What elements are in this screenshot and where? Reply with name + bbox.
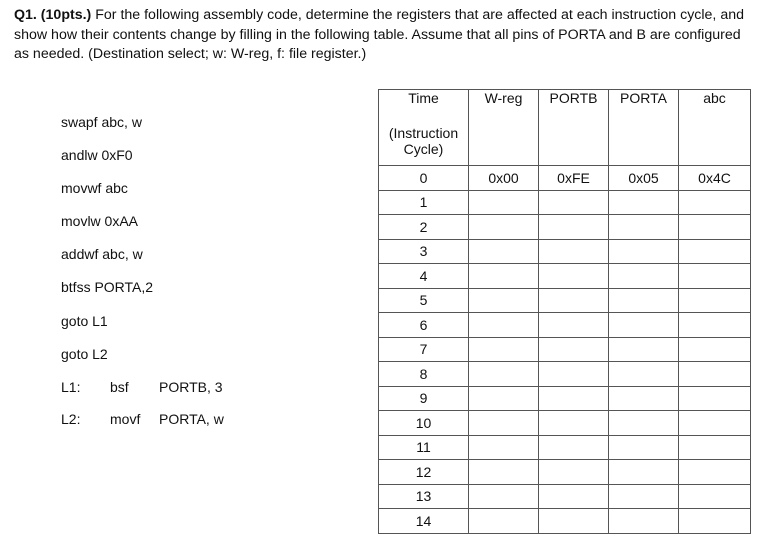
cell-portb[interactable] [539,288,609,313]
cell-porta[interactable] [609,460,679,485]
table-row [379,190,751,215]
cell-porta[interactable] [609,484,679,509]
cell-wreg[interactable] [469,435,539,460]
code-mnemonic: bsf [110,379,129,395]
cell-porta[interactable] [609,215,679,240]
cell-abc[interactable] [679,386,751,411]
cell-porta[interactable]: 0x05 [609,166,679,191]
cell-cycle: 10 [379,411,469,436]
cell-porta[interactable] [609,190,679,215]
assembly-code [61,0,321,555]
cell-wreg[interactable] [469,288,539,313]
table-row [379,264,751,289]
cell-cycle: 7 [379,337,469,362]
cell-wreg[interactable] [469,411,539,436]
cell-porta[interactable] [609,313,679,338]
cell-cycle: 1 [379,190,469,215]
cell-abc[interactable] [679,215,751,240]
cell-porta[interactable] [609,239,679,264]
cell-cycle: 11 [379,435,469,460]
code-line: addwf abc, w [61,246,143,262]
cell-portb[interactable] [539,460,609,485]
cell-abc[interactable] [679,313,751,338]
cell-porta[interactable] [609,337,679,362]
cell-cycle: 5 [379,288,469,313]
header-time-sub: (Instruction Cycle) [388,125,459,157]
table-row [379,362,751,387]
header-time: Time (Instruction Cycle) [379,90,469,166]
table-row [379,460,751,485]
table-row [379,435,751,460]
cell-portb[interactable] [539,411,609,436]
cell-abc[interactable] [679,509,751,534]
cell-wreg[interactable] [469,509,539,534]
cell-abc[interactable] [679,435,751,460]
cell-abc[interactable] [679,460,751,485]
header-wreg: W-reg [469,90,539,166]
cell-porta[interactable] [609,362,679,387]
code-line: btfss PORTA,2 [61,279,154,295]
table-row [379,166,751,191]
cell-cycle: 8 [379,362,469,387]
cell-portb[interactable] [539,435,609,460]
code-label: L1: [61,379,81,395]
cell-abc[interactable] [679,239,751,264]
cell-cycle: 3 [379,239,469,264]
table-row [379,386,751,411]
code-line: goto L2 [61,346,108,362]
cell-portb[interactable]: 0xFE [539,166,609,191]
cell-wreg[interactable] [469,460,539,485]
cell-porta[interactable] [609,509,679,534]
question-number: Q1. (10pts.) [14,7,92,23]
cell-abc[interactable] [679,190,751,215]
header-abc: abc [679,90,751,166]
cell-abc[interactable] [679,288,751,313]
table-row [379,411,751,436]
cell-wreg[interactable] [469,386,539,411]
register-table [378,89,751,534]
cell-portb[interactable] [539,264,609,289]
cell-wreg[interactable] [469,190,539,215]
code-line: movwf abc [61,180,128,196]
cell-portb[interactable] [539,190,609,215]
cell-wreg[interactable] [469,215,539,240]
cell-porta[interactable] [609,288,679,313]
cell-portb[interactable] [539,337,609,362]
cell-cycle: 13 [379,484,469,509]
table-row [379,288,751,313]
cell-abc[interactable]: 0x4C [679,166,751,191]
header-porta: PORTA [609,90,679,166]
cell-wreg[interactable] [469,337,539,362]
cell-abc[interactable] [679,411,751,436]
cell-wreg[interactable]: 0x00 [469,166,539,191]
question-body: For the following assembly code, determine the registers that are affected at each instruction cycle, and show how their contents change by filling in the following table. Assume that all pins of PORTA and B are configured as needed. (Destination select; w: W-reg, f: file register.) [14,7,744,62]
cell-portb[interactable] [539,484,609,509]
cell-cycle: 14 [379,509,469,534]
cell-cycle: 6 [379,313,469,338]
table-header-row [379,90,751,166]
cell-cycle: 0 [379,166,469,191]
table-row [379,484,751,509]
cell-abc[interactable] [679,362,751,387]
cell-portb[interactable] [539,215,609,240]
cell-porta[interactable] [609,264,679,289]
table-body [379,166,751,534]
cell-cycle: 2 [379,215,469,240]
table-row [379,337,751,362]
cell-portb[interactable] [539,362,609,387]
code-operand: PORTB, 3 [159,379,223,395]
code-line: goto L1 [61,313,108,329]
code-mnemonic: movf [110,411,141,427]
cell-abc[interactable] [679,337,751,362]
header-portb: PORTB [539,90,609,166]
table-row [379,239,751,264]
cell-porta[interactable] [609,411,679,436]
cell-portb[interactable] [539,239,609,264]
cell-wreg[interactable] [469,362,539,387]
cell-abc[interactable] [679,484,751,509]
cell-cycle: 4 [379,264,469,289]
cell-portb[interactable] [539,313,609,338]
cell-cycle: 9 [379,386,469,411]
table-row [379,313,751,338]
code-line-labeled [61,409,224,429]
table-row [379,509,751,534]
cell-wreg[interactable] [469,264,539,289]
cell-portb[interactable] [539,386,609,411]
code-line-labeled [61,377,223,397]
code-line: movlw 0xAA [61,213,139,229]
code-line: andlw 0xF0 [61,147,133,163]
code-label: L2: [61,411,81,427]
cell-cycle: 12 [379,460,469,485]
table-row [379,215,751,240]
cell-porta[interactable] [609,386,679,411]
code-operand: PORTA, w [159,411,224,427]
cell-porta[interactable] [609,435,679,460]
cell-wreg[interactable] [469,484,539,509]
code-line: swapf abc, w [61,114,142,130]
cell-portb[interactable] [539,509,609,534]
cell-wreg[interactable] [469,239,539,264]
cell-abc[interactable] [679,264,751,289]
cell-wreg[interactable] [469,313,539,338]
